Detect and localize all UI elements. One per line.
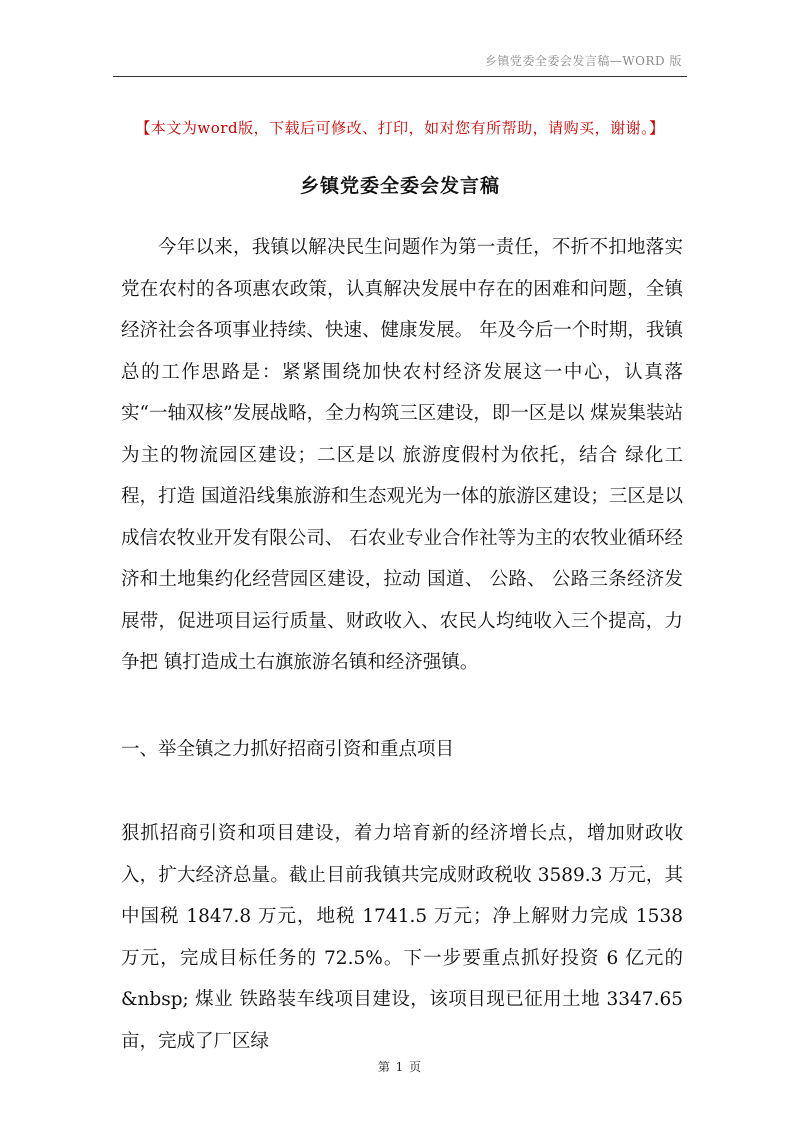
download-notice: 【本文为word版，下载后可修改、打印，如对您有所帮助，请购买，谢谢。】 (135, 119, 665, 137)
document-title: 乡镇党委全委会发言稿 (299, 175, 500, 197)
header-divider (113, 76, 687, 77)
body-paragraph-1: 今年以来，我镇以解决民生问题作为第一责任，不折不扣地落实党在农村的各项惠农政策，认真解决发展中存在的困难和问题，全镇经济社会各项事业持续、快速、健康发展。 年及今后一个时期，我镇总的工作思路是：紧紧围绕加快农村经济发展这一中心，认真落实“一轴双核”发展战略，全力构筑三区建设，即一区是以 煤炭集装站为主的物流园区建设；二区是以 旅游度假村为依托，结合 绿化工程，打造 国道沿线集旅游和生态观光为一体的旅游区建设；三区是以 成信农牧业开发有限公司、 石农业专业合作社等为主的农牧业循环经济和土地集约化经营园区建设，拉动 国道、 公路、 公路三条经济发展带，促进项目运行质量、财政收入、农民人均纯收入三个提高，力争把 镇打造成土右旗旅游名镇和经济强镇。 (121, 237, 683, 673)
section-heading-1: 一、举全镇之力抓好招商引资和重点项目 (121, 739, 455, 760)
body-paragraph-2: 狠抓招商引资和项目建设，着力培育新的经济增长点，增加财政收入，扩大经济总量。截止目前我镇共完成财政税收 3589.3 万元，其中国税 1847.8 万元，地税 1741.5 万元；净上解财力完成 1538 万元，完成目标任务的 72.5%。下一步要重点抓好投资 6 亿元的&nbsp; 煤业 铁路装车线项目建设，该项目现已征用土地 3347.65 亩，完成了厂区绿 (121, 823, 683, 1052)
running-header: 乡镇党委全委会发言稿—WORD 版 (484, 54, 682, 68)
page-number: 第 1 页 (377, 1060, 423, 1074)
